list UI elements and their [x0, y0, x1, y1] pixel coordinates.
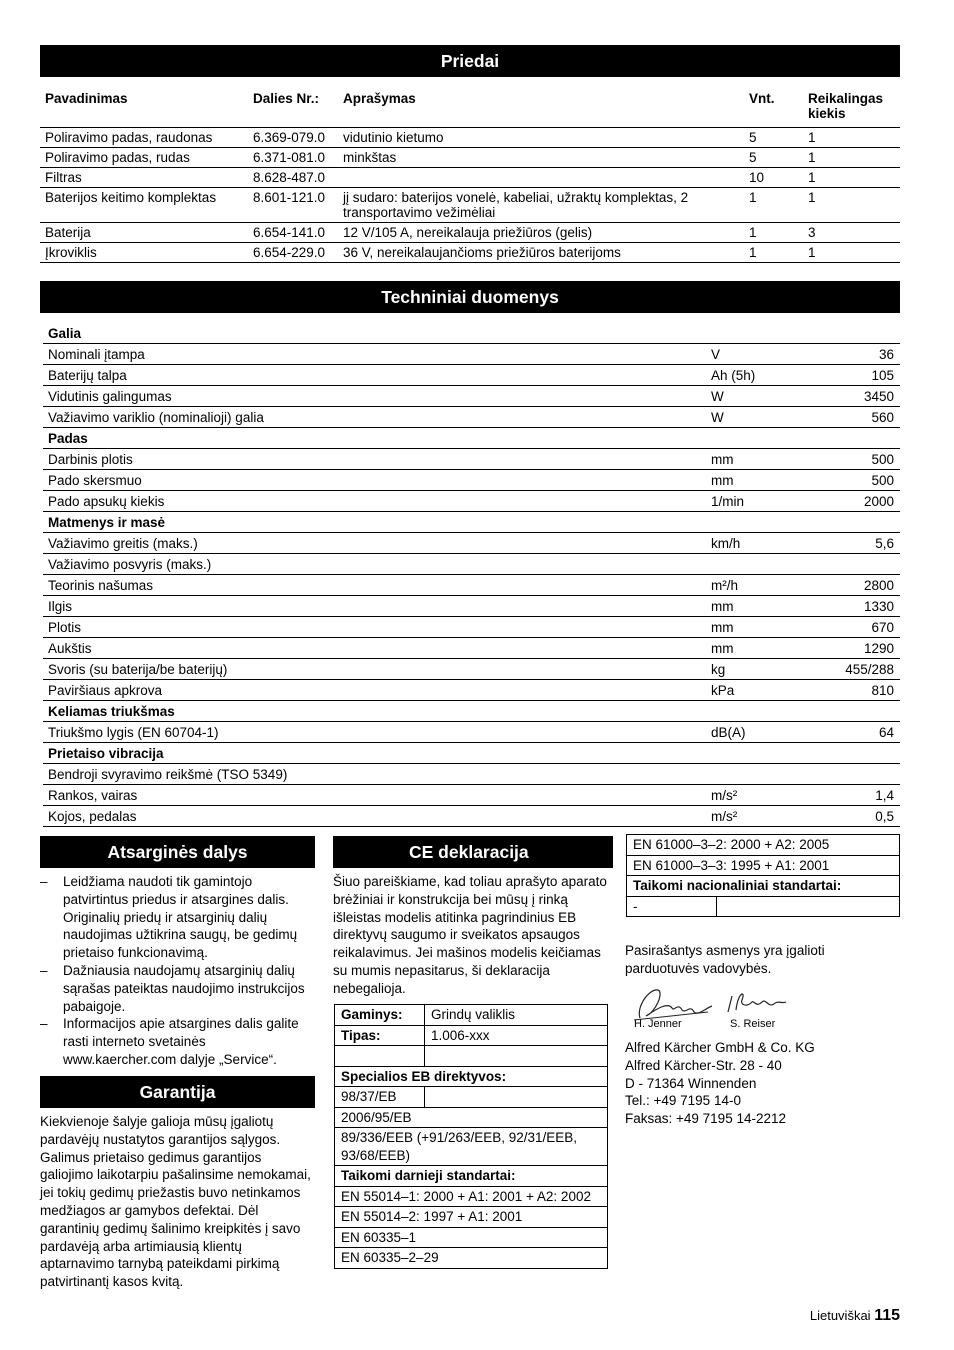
spec-label: Baterijų talpa — [43, 365, 706, 386]
standard-item: EN 60335–1 — [335, 1227, 608, 1248]
spec-label: Važiavimo greitis (maks.) — [43, 533, 706, 554]
table-row — [43, 575, 900, 596]
footer-language: Lietuviškai — [809, 1308, 871, 1323]
table-cell — [338, 167, 744, 187]
table-cell: minkštas — [338, 147, 744, 167]
spec-unit: m/s² — [706, 785, 801, 806]
spec-unit: W — [706, 407, 801, 428]
spec-unit: mm — [706, 596, 801, 617]
spec-label: Aukštis — [43, 638, 706, 659]
spec-unit: km/h — [706, 533, 801, 554]
header-name: Pavadinimas — [45, 91, 128, 106]
table-cell: 36 V, nereikalaujančioms priežiūros baterijoms — [338, 242, 744, 262]
spec-value: 0,5 — [801, 806, 900, 827]
spec-value: 105 — [801, 365, 900, 386]
spec-value: 560 — [801, 407, 900, 428]
accessories-title: Priedai — [40, 45, 900, 77]
spec-unit: m²/h — [706, 575, 801, 596]
product-label: Gaminys: — [335, 1005, 425, 1026]
spec-value: 1330 — [801, 596, 900, 617]
header-part-no: Dalies Nr.: — [253, 91, 320, 106]
table-cell: 1 — [744, 242, 803, 262]
table-row — [40, 127, 900, 147]
signer1-name: H. Jenner — [634, 1018, 682, 1030]
table-cell: 6.654-229.0 — [248, 242, 338, 262]
spec-value — [801, 764, 900, 785]
spec-unit: dB(A) — [706, 722, 801, 743]
table-row — [43, 344, 900, 365]
table-cell: 1 — [803, 187, 900, 222]
spec-label: Vidutinis galingumas — [43, 386, 706, 407]
spec-value: 810 — [801, 680, 900, 701]
header-description: Aprašymas — [343, 91, 416, 106]
spec-label: Pado apsukų kiekis — [43, 491, 706, 512]
table-cell: 1 — [803, 242, 900, 262]
table-cell: 12 V/105 A, nereikalauja priežiūros (gelis) — [338, 222, 744, 242]
spec-unit: 1/min — [706, 491, 801, 512]
spec-unit: mm — [706, 449, 801, 470]
spec-label: Kojos, pedalas — [43, 806, 706, 827]
table-cell: Poliravimo padas, rudas — [40, 147, 248, 167]
section-row — [43, 428, 900, 449]
spec-unit: V — [706, 344, 801, 365]
table-cell: 6.654-141.0 — [248, 222, 338, 242]
section-row — [43, 512, 900, 533]
list-item: – Dažniausia naudojamų atsarginių dalių sąrašas pateiktas naudojimo instrukcijos pabaigoje. — [40, 962, 305, 1014]
table-cell: 10 — [744, 167, 803, 187]
spec-value: 500 — [801, 449, 900, 470]
table-row — [43, 617, 900, 638]
page-number: 115 — [874, 1307, 900, 1324]
table-row — [43, 596, 900, 617]
table-row — [40, 147, 900, 167]
table-row — [43, 764, 900, 785]
table-cell: 1 — [803, 167, 900, 187]
ce-product-table — [334, 1004, 608, 1269]
spec-value: 1290 — [801, 638, 900, 659]
spec-label: Ilgis — [43, 596, 706, 617]
technical-table — [43, 323, 900, 827]
table-cell: 1 — [803, 147, 900, 167]
table-row — [40, 222, 900, 242]
table-cell: jį sudaro: baterijos vonelė, kabeliai, užraktų komplektas, 2 transportavimo vežimėliai — [338, 187, 744, 222]
standard-item: EN 61000–3–3: 1995 + A1: 2001 — [627, 855, 900, 876]
table-cell: 6.369-079.0 — [248, 127, 338, 147]
spec-unit: W — [706, 386, 801, 407]
table-row — [40, 187, 900, 222]
spec-value: 670 — [801, 617, 900, 638]
product-value: Grindų valiklis — [425, 1005, 608, 1026]
warranty-title: Garantija — [40, 1076, 315, 1108]
table-row — [43, 680, 900, 701]
spec-label: Paviršiaus apkrova — [43, 680, 706, 701]
table-row — [43, 806, 900, 827]
table-cell: 5 — [744, 127, 803, 147]
spec-unit — [706, 554, 801, 575]
table-row — [43, 449, 900, 470]
directive-item: 2006/95/EB — [335, 1107, 608, 1128]
ce-standards-continued — [626, 834, 900, 917]
spec-unit: Ah (5h) — [706, 365, 801, 386]
spec-label: Nominali įtampa — [43, 344, 706, 365]
table-row — [43, 554, 900, 575]
spec-label: Bendroji svyravimo reikšmė (TSO 5349) — [43, 764, 706, 785]
table-cell: 6.371-081.0 — [248, 147, 338, 167]
spec-value: 2800 — [801, 575, 900, 596]
table-row — [40, 242, 900, 262]
spec-value: 64 — [801, 722, 900, 743]
spec-label: Rankos, vairas — [43, 785, 706, 806]
spec-label: Važiavimo posvyris (maks.) — [43, 554, 706, 575]
table-cell: Baterija — [40, 222, 248, 242]
table-row — [40, 167, 900, 187]
spec-label: Pado skersmuo — [43, 470, 706, 491]
spec-label: Svoris (su baterija/be baterijų) — [43, 659, 706, 680]
section-label: Keliamas triukšmas — [43, 701, 900, 722]
spec-label: Plotis — [43, 617, 706, 638]
table-cell: 1 — [744, 222, 803, 242]
section-label: Matmenys ir masė — [43, 512, 900, 533]
table-cell: 5 — [744, 147, 803, 167]
spec-value: 5,6 — [801, 533, 900, 554]
type-value: 1.006-xxx — [425, 1025, 608, 1046]
spec-value: 455/288 — [801, 659, 900, 680]
table-cell: 3 — [803, 222, 900, 242]
spec-label: Darbinis plotis — [43, 449, 706, 470]
spec-unit: mm — [706, 617, 801, 638]
spec-value: 1,4 — [801, 785, 900, 806]
harmonized-label: Taikomi darnieji standartai: — [335, 1166, 608, 1187]
table-row — [43, 638, 900, 659]
ce-text: Šiuo pareiškiame, kad toliau aprašyto aparato brėžiniai ir konstrukcija bei mūsų į rinką išleistas modelis atitinka pagrindinius EB direktyvų saugumo ir sveikatos apsaugos reikalavimus. Jei mašinos modelis keičiamas su mumis nepasitarus, ši deklaracija nebegalioja. — [333, 874, 607, 996]
table-row — [43, 470, 900, 491]
table-cell: Poliravimo padas, raudonas — [40, 127, 248, 147]
standard-item: EN 55014–1: 2000 + A1: 2001 + A2: 2002 — [335, 1186, 608, 1207]
table-row — [43, 365, 900, 386]
spec-unit: mm — [706, 470, 801, 491]
ce-title: CE deklaracija — [409, 842, 529, 862]
standard-item: EN 55014–2: 1997 + A1: 2001 — [335, 1207, 608, 1228]
section-row — [43, 743, 900, 764]
section-label: Padas — [43, 428, 900, 449]
section-row — [43, 323, 900, 344]
accessories-table — [40, 89, 900, 263]
table-row — [43, 407, 900, 428]
table-cell: Baterijos keitimo komplektas — [40, 187, 248, 222]
spec-value: 3450 — [801, 386, 900, 407]
directives-label: Specialios EB direktyvos: — [335, 1066, 608, 1087]
spec-value: 36 — [801, 344, 900, 365]
national-value: - — [627, 896, 717, 917]
spec-label: Triukšmo lygis (EN 60704-1) — [43, 722, 706, 743]
section-row — [43, 701, 900, 722]
spec-unit — [706, 764, 801, 785]
table-cell: Filtras — [40, 167, 248, 187]
signers-note: Pasirašantys asmenys yra įgalioti parduotuvės vadovybės. — [625, 943, 825, 976]
page-footer — [810, 1307, 900, 1325]
table-cell: 8.601-121.0 — [248, 187, 338, 222]
table-row — [43, 491, 900, 512]
spare-parts-title: Atsarginės dalys — [40, 836, 315, 868]
spec-value — [801, 554, 900, 575]
spec-unit: mm — [706, 638, 801, 659]
standard-item: EN 61000–3–2: 2000 + A2: 2005 — [627, 835, 900, 856]
company-address: Alfred Kärcher GmbH & Co. KG Alfred Kärcher-Str. 28 - 40 D - 71364 Winnenden Tel.: +49 7195 14-0 Faksas: +49 7195 14-2212 — [625, 1040, 815, 1127]
section-label: Prietaiso vibracija — [43, 743, 900, 764]
table-header-row — [40, 89, 900, 127]
table-row — [43, 533, 900, 554]
header-required-qty: Reikalingas kiekis — [808, 91, 884, 121]
spec-unit: m/s² — [706, 806, 801, 827]
table-row — [43, 722, 900, 743]
spec-value: 500 — [801, 470, 900, 491]
section-label: Galia — [43, 323, 900, 344]
signer2-name: S. Reiser — [730, 1018, 776, 1030]
header-qty: Vnt. — [749, 91, 775, 106]
spare-parts-list — [40, 873, 315, 1069]
table-row — [43, 659, 900, 680]
table-cell: Įkroviklis — [40, 242, 248, 262]
warranty-text: Kiekvienoje šalyje galioja mūsų įgaliotų pardavėjų nustatytos garantijos sąlygos. Galimus prietaiso gedimus garantijos galiojimo laikotarpiu pašalinsime nemokamai, jei tokių gedimų priežastis buvo netinkamos medžiagos ar gamybos defektai. Dėl garantinių gedimų šalinimo kreipkitės į savo pardavėją arba artimiausią klientų aptarnavimo tarnybą pateikdami pirkimą patvirtinantį kasos kvitą. — [40, 1114, 311, 1290]
national-label: Taikomi nacionaliniai standartai: — [627, 876, 900, 897]
directive-item: 98/37/EB — [335, 1087, 425, 1108]
standard-item: EN 60335–2–29 — [335, 1248, 608, 1269]
spec-unit: kPa — [706, 680, 801, 701]
spec-label: Važiavimo variklio (nominalioji) galia — [43, 407, 706, 428]
table-row — [43, 785, 900, 806]
type-label: Tipas: — [335, 1025, 425, 1046]
spec-value: 2000 — [801, 491, 900, 512]
table-row — [43, 386, 900, 407]
spec-unit: kg — [706, 659, 801, 680]
directive-item: 89/336/EEB (+91/263/EEB, 92/31/EEB, 93/68/EEB) — [335, 1128, 608, 1166]
technical-title: Techniniai duomenys — [40, 281, 900, 313]
list-item: – Leidžiama naudoti tik gamintojo patvirtintus priedus ir atsargines dalis. Originalių priedų ir atsarginių dalių naudojimas užtikrina saugų, be gedimų prietaiso funkcionavimą. — [40, 874, 298, 961]
table-cell: 1 — [803, 127, 900, 147]
list-item: – Informacijos apie atsargines dalis galite rasti interneto svetainės www.kaercher.com dalyje „Service“. — [40, 1016, 299, 1067]
table-cell: 1 — [744, 187, 803, 222]
table-cell: vidutinio kietumo — [338, 127, 744, 147]
spec-label: Teorinis našumas — [43, 575, 706, 596]
table-cell: 8.628-487.0 — [248, 167, 338, 187]
